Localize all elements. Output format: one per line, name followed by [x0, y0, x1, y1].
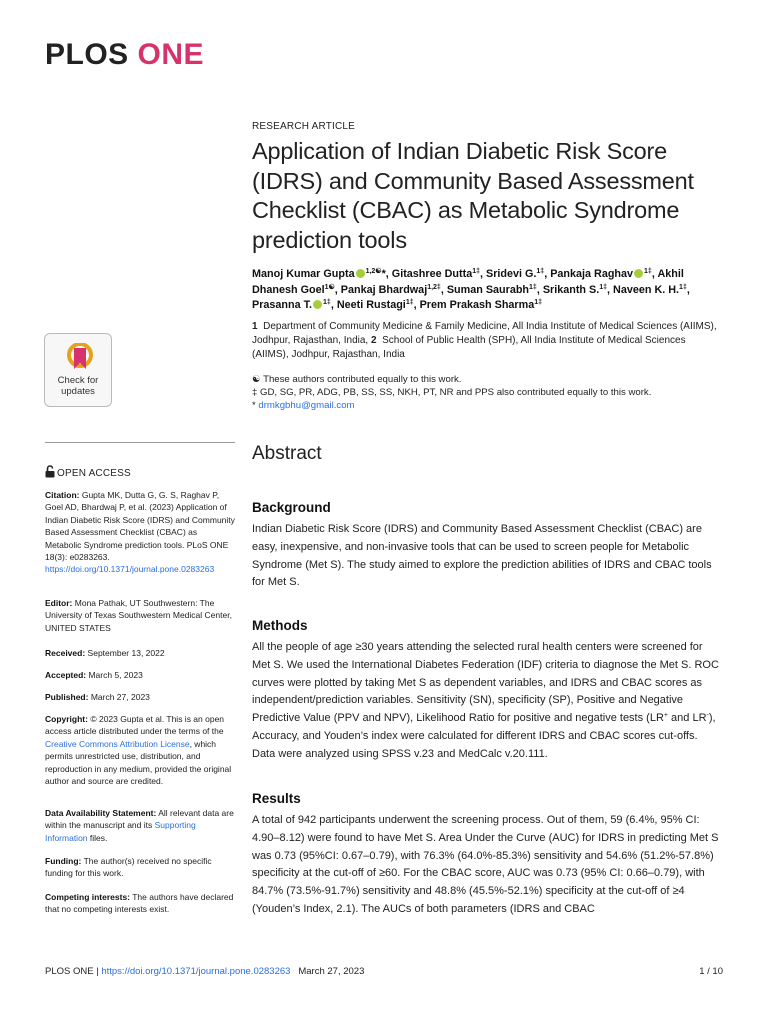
author-affiliation-sup: 1‡ — [405, 299, 414, 307]
received-date: Received: September 13, 2022 — [45, 648, 165, 658]
author-name[interactable]: Prem Prakash Sharma — [419, 299, 535, 312]
author-affiliation-sup: 1‡ — [323, 299, 331, 307]
editor-block: Editor: Mona Pathak, UT Southwestern: The University of Texas Southwestern Medical Center, UNITED STATES — [45, 598, 232, 633]
author-name[interactable]: Gitashree Dutta — [391, 268, 473, 280]
badge-text: Check for updates — [57, 375, 99, 397]
article-title: Application of Indian Diabetic Risk Score (IDRS) and Community Based Assessment Checklist (CBAC) as Metabolic Syndrome prediction tools — [252, 138, 694, 253]
author-name[interactable]: Pankaj Bhardwaj — [340, 283, 428, 296]
author-list: Manoj Kumar Gupta $^{1,2☯}$*, Gitashree Dutta$^{1\ddagger}$, Sridevi G.$^{1\ddagger}$, Pankaja Raghav $^{1\ddagger}$, Akhil Dhanesh Goel$^{1☯}$, Pankaj Bhardwaj$^{1,2\ddagger}$, Suman Saurabh$^{1\ddagger}$, Srikanth S.$^{1\ddagger}$, Naveen K. H.$^{1\ddagger}$, Prasanna T. $^{1\ddagger}$, Neeti Rustagi$^{1\ddagger}$, Prem Prakash Sharma$^{1\ddagger}$ — [252, 268, 690, 312]
methods-heading: Methods — [252, 618, 308, 633]
corresponding-email: * drmkgbhu@gmail.com — [252, 400, 355, 411]
author-name[interactable]: Prasanna T. — [252, 299, 313, 312]
footer-doi-link[interactable]: https://doi.org/10.1371/journal.pone.0283263 — [101, 966, 291, 977]
author-affiliation-sup: 1‡ — [679, 283, 687, 291]
author-affiliation-sup: 1‡ — [472, 268, 480, 275]
sidebar-divider — [45, 442, 235, 443]
results-heading: Results — [252, 791, 301, 806]
author-name[interactable]: Manoj Kumar Gupta — [252, 268, 355, 280]
license-link[interactable]: Creative Commons Attribution License — [45, 738, 190, 749]
abstract-heading: Abstract — [252, 443, 322, 464]
copyright-block: Copyright: © 2023 Gupta et al. This is an open access article distributed under the terms of the Creative Commons Attribution License, which permits unrestricted use, distribution, and reproduction in any medium, provided the original author and source are credited. — [45, 714, 232, 787]
equal-contribution-note: ☯ These authors contributed equally to this work. — [252, 374, 462, 385]
author-affiliation-sup: 1,2‡ — [427, 283, 441, 291]
background-text: Indian Diabetic Risk Score (IDRS) and Community Based Assessment Checklist (CBAC) are easy, inexpensive, and non-invasive tools that can be used to screen people for Metabolic Syndrome (Met S). The study aimed to explore the prediction abilities of IDRS and CBAC tools for Met S. — [252, 523, 712, 589]
page-number: 1 / 10 — [699, 966, 723, 977]
bookmark-ribbon-icon — [67, 343, 93, 371]
competing-interests-block: Competing interests: The authors have declared that no competing interests exist. — [45, 892, 234, 915]
author-name[interactable]: Akhil Dhanesh Goel — [252, 268, 684, 296]
logo-one: ONE — [137, 38, 205, 71]
open-access-label: OPEN ACCESS — [45, 465, 131, 479]
email-link[interactable]: drmkgbhu@gmail.com — [258, 400, 355, 411]
page-footer: PLOS ONE | https://doi.org/10.1371/journal.pone.0283263 March 27, 2023 1 / 10 — [45, 966, 723, 977]
published-date: Published: March 27, 2023 — [45, 692, 150, 702]
orcid-icon[interactable] — [313, 300, 322, 309]
data-availability-block: Data Availability Statement: All relevant data are within the manuscript and its Supporting Information files. — [45, 808, 234, 843]
author-name[interactable]: Neeti Rustagi — [336, 299, 406, 312]
citation-doi-link[interactable]: https://doi.org/10.1371/journal.pone.0283263 — [45, 564, 215, 575]
background-heading: Background — [252, 500, 331, 515]
results-text: A total of 942 participants underwent the screening process. Out of them, 59 (6.4%, 95% CI: 4.90–8.12) were found to have Met S. Area Under the Curve (AUC) for IDRS in predicting Met S was 0.73 (95%CI: 0.67–0.79), with 76.3% (64.0%-85.3%) sensitivity and 54.6% (51.2%-57.8%) specificity at the cut-off of ≥60. For the CBAC score, AUC was 0.73 (95% CI: 0.66–0.79), with 84.7% (73.5%-91.7%) sensitivity and 48.8% (45.5%-52.1%) specificity at the cut-off of ≥4 (Youden’s Index, 2.1). The AUCs of both parameters (IDRS and CBAC — [252, 814, 719, 915]
logo-plos: PLOS — [45, 38, 129, 71]
orcid-icon[interactable] — [634, 269, 643, 278]
author-notes — [252, 373, 722, 412]
orcid-icon[interactable] — [356, 269, 365, 278]
author-name[interactable]: Pankaja Raghav — [550, 268, 634, 280]
journal-logo[interactable] — [45, 38, 204, 72]
article-type: RESEARCH ARTICLE — [252, 121, 356, 132]
affiliations: 1 Department of Community Medicine & Family Medicine, All India Institute of Medical Sciences (AIIMS), Jodhpur, Rajasthan, India, 2 School of Public Health (SPH), All India Institute of Medical Sciences (AIIMS), Jodhpur, Rajasthan, India — [252, 321, 717, 360]
author-affiliation-sup: 1☯ — [324, 283, 335, 291]
author-affiliation-sup: 1‡ — [599, 283, 608, 291]
citation-block: Citation: Gupta MK, Dutta G, G. S, Raghav P, Goel AD, Bhardwaj P, et al. (2023) Application of Indian Diabetic Risk Score (IDRS) and Community Based Assessment Checklist (CBAC) as Metabolic Syndrome prediction tools. PLoS ONE 18(3): e0283263. https://doi.org/10.1371/journal.pone.0283263 — [45, 490, 235, 575]
author-name[interactable]: Suman Saurabh — [446, 283, 530, 296]
author-name[interactable]: Sridevi G. — [486, 268, 537, 280]
author-affiliation-sup: 1‡ — [534, 299, 543, 307]
author-affiliation-sup: 1‡ — [529, 283, 537, 291]
open-lock-icon — [45, 465, 55, 478]
supporting-information-link[interactable]: Supporting Information — [45, 820, 196, 843]
author-name[interactable]: Srikanth S. — [542, 283, 600, 296]
funding-block: Funding: The author(s) received no specific funding for this work. — [45, 856, 212, 879]
methods-text: All the people of age ≥30 years attending the selected rural health centers were screened for Met S. We used the International Diabetes Federation (IDF) criteria to diagnose the Met S. ROC curves were plotted by taking Met S as dependent variables, and IDRS and CBAC scores as independent/prediction variables. Sensitivity (SN), specificity (SP), Positive and Negative Predictive Value (PPV and NPV), Likelihood Ratio for positive and negative tests (LR+ and LR-), Accuracy, and Youden’s index were calculated for different IDRS and CBAC scores cut-offs. Data were analyzed using SPSS v.23 and MedCalc v.20.111. — [252, 641, 719, 760]
accepted-date: Accepted: March 5, 2023 — [45, 670, 143, 680]
author-name[interactable]: Naveen K. H. — [613, 283, 680, 296]
author-affiliation-sup: 1,2☯ — [365, 268, 382, 275]
author-affiliation-sup: 1‡ — [644, 268, 652, 275]
author-affiliation-sup: 1‡ — [536, 268, 545, 275]
also-contributed-note: ‡ GD, SG, PR, ADG, PB, SS, SS, NKH, PT, NR and PPS also contributed equally to this work. — [252, 387, 652, 398]
check-for-updates-badge[interactable] — [44, 333, 112, 407]
